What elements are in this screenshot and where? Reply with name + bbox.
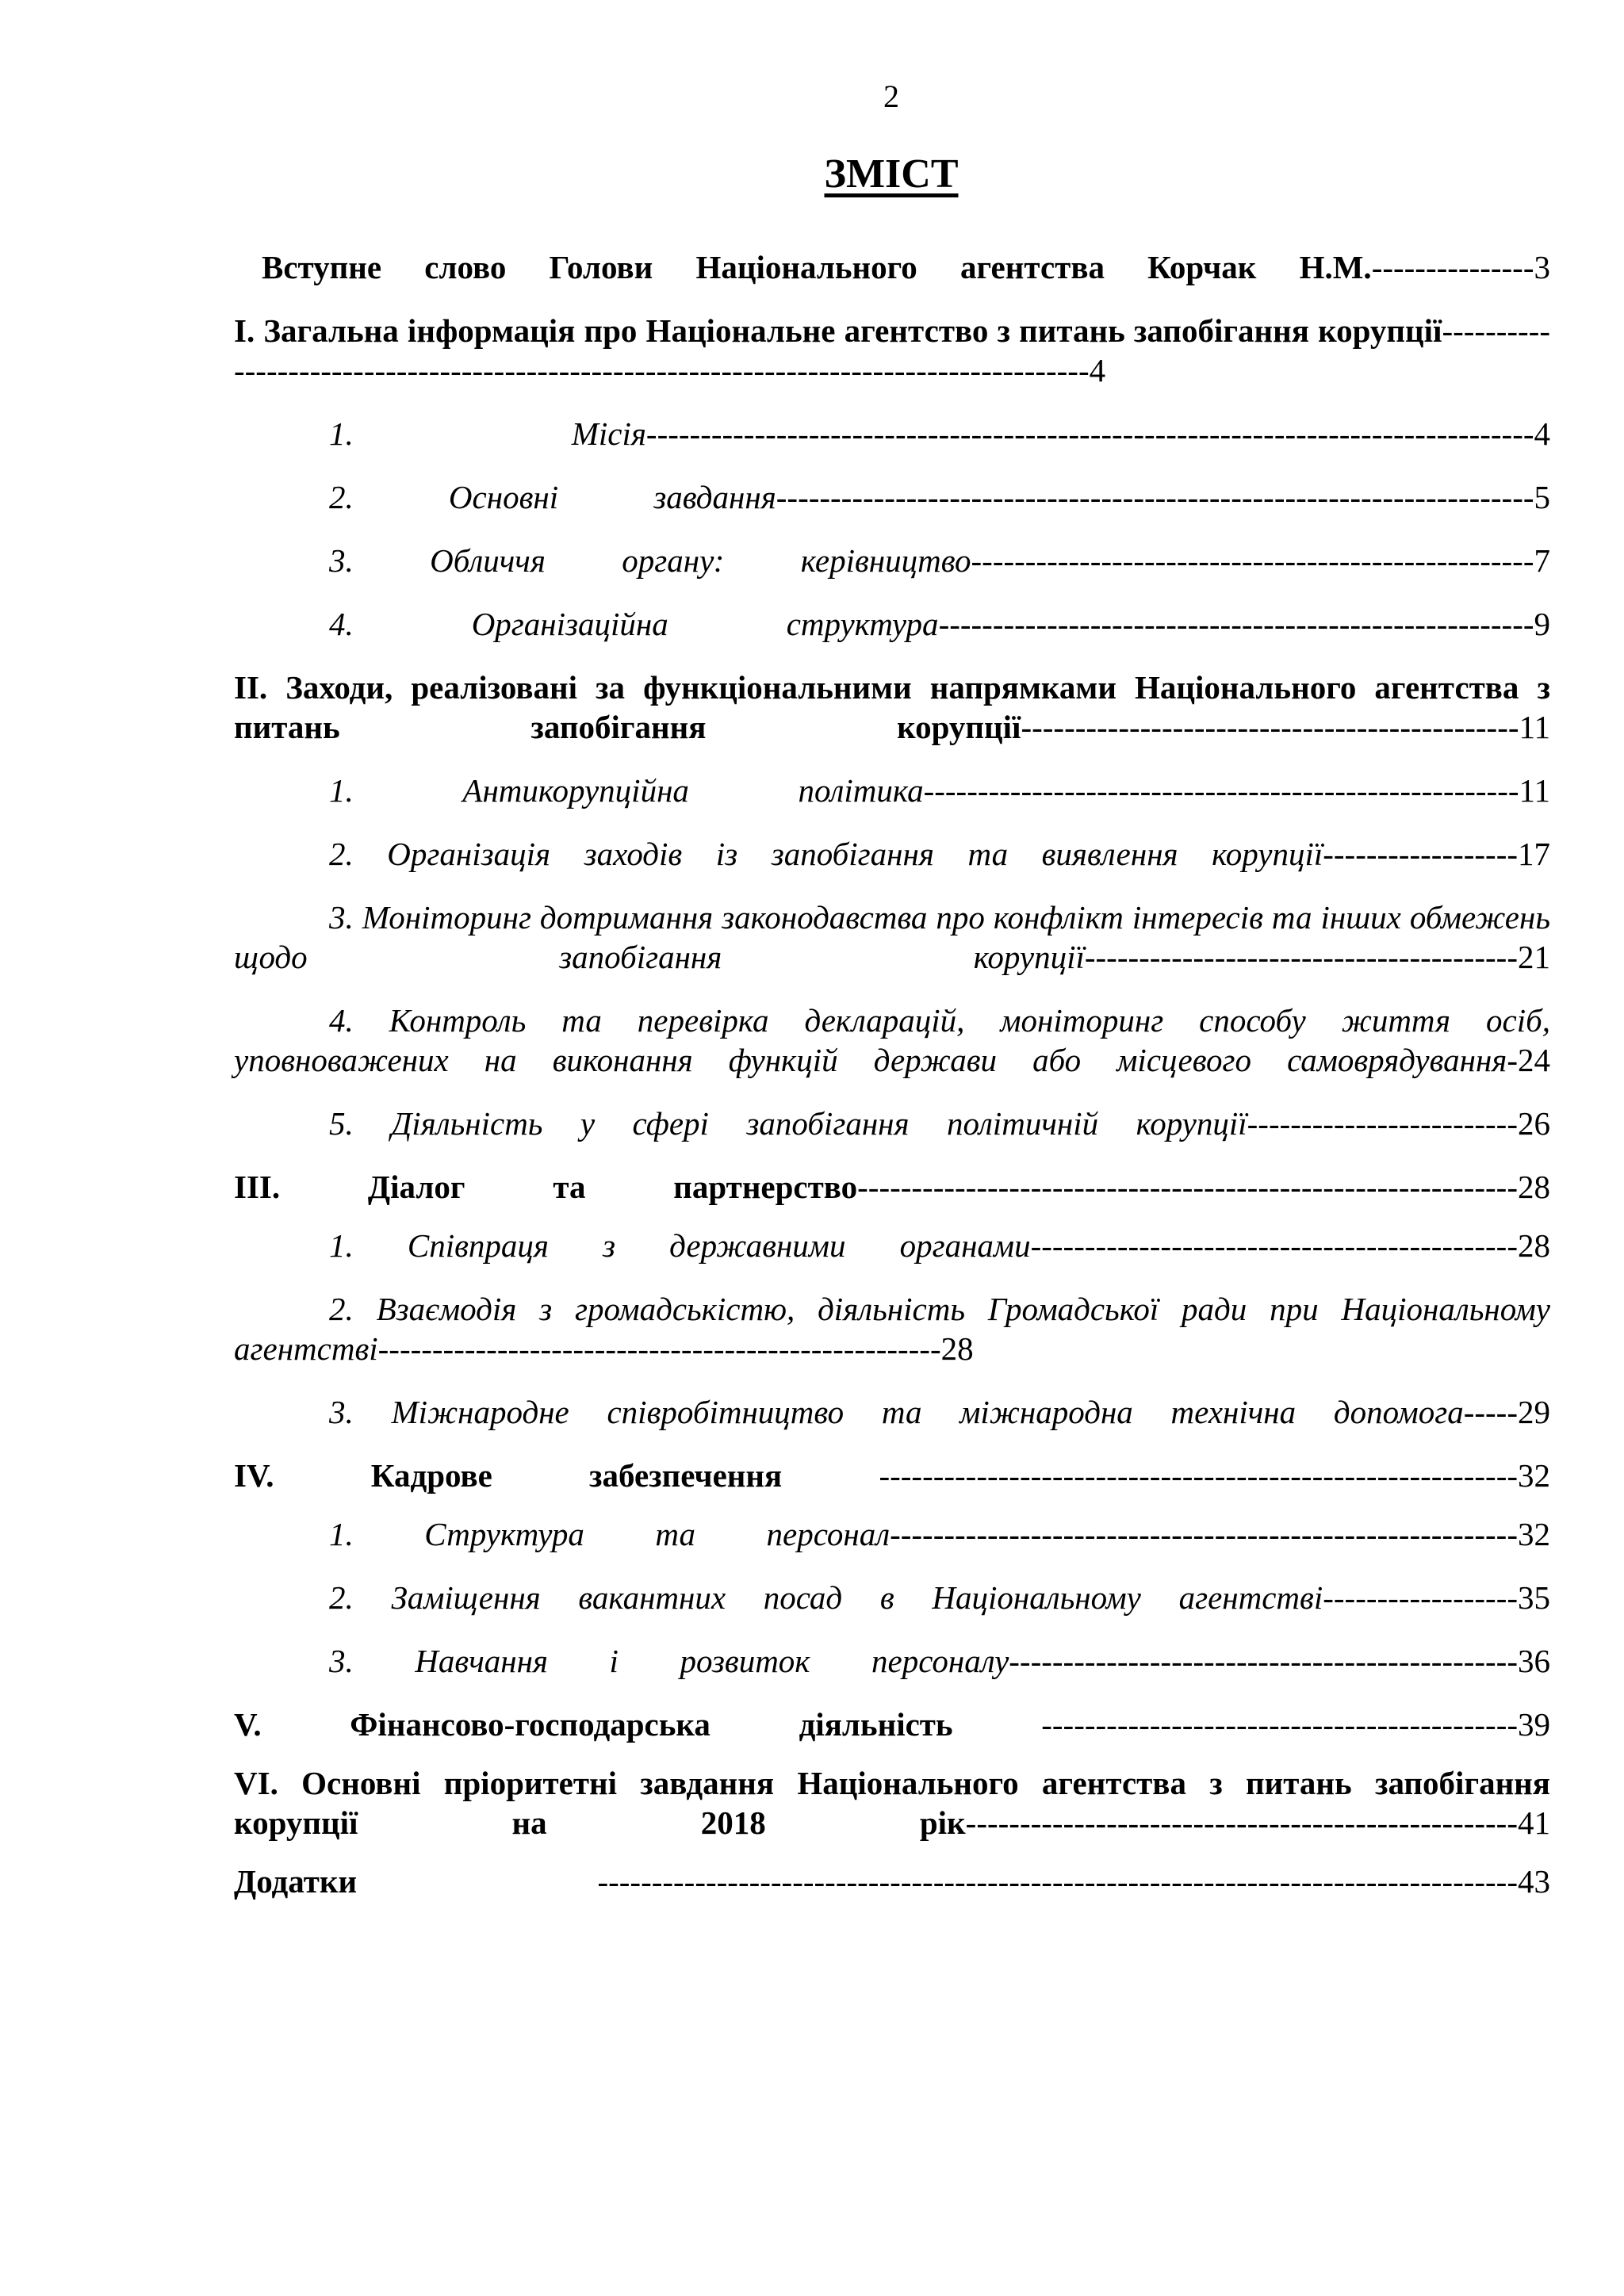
toc-entry-2-4[interactable] (234, 1001, 1550, 1080)
table-of-contents (234, 247, 1550, 1920)
toc-entry-3-3[interactable] (234, 1392, 1550, 1432)
toc-leader: --------------------------------------------------- (965, 1804, 1518, 1841)
toc-page-number: 11 (1519, 709, 1550, 745)
page-number: 2 (883, 78, 899, 114)
toc-entry-1-3[interactable] (234, 541, 1550, 580)
toc-page-number: 4 (1089, 352, 1106, 388)
toc-entry-4-1[interactable] (234, 1514, 1550, 1554)
toc-page-number: 41 (1518, 1804, 1550, 1841)
toc-entry-text: Додатки (234, 1863, 598, 1900)
toc-page-number: 11 (1519, 772, 1550, 809)
toc-page-number: 29 (1518, 1394, 1550, 1430)
toc-leader: ----- (1463, 1394, 1518, 1430)
toc-leader: -------------------------------------------- (1041, 1706, 1518, 1743)
toc-entry-text: 4. Контроль та перевірка декларацій, моніторинг способу життя осіб, уповноважених на виконання функцій держави або місцевого самоврядування (234, 1002, 1550, 1078)
toc-entry-text: 1. Місія (329, 415, 646, 452)
toc-leader: ------------------ (1323, 836, 1518, 872)
toc-entry-text: І. Загальна інформація про Національне агентство з питань запобігання корупції (234, 312, 1442, 349)
toc-page-number: 28 (1518, 1227, 1550, 1264)
toc-entry-text: 3. Навчання і розвиток персоналу (329, 1643, 1009, 1679)
toc-entry-text: 2. Заміщення вакантних посад в Національному агентстві (329, 1579, 1323, 1616)
toc-entry-section-2[interactable] (234, 668, 1550, 747)
toc-title: ЗМІСТ (824, 151, 959, 197)
toc-entry-text: 3. Обличчя органу: керівництво (329, 542, 971, 579)
toc-entry-section-1[interactable] (234, 311, 1550, 390)
toc-leader: ------------------------- (1247, 1105, 1518, 1142)
toc-entry-2-2[interactable] (234, 834, 1550, 874)
toc-entry-text: 2. Організація заходів із запобігання та виявлення корупції (329, 836, 1323, 872)
toc-entry-text: 3. Міжнародне співробітництво та міжнародна технічна допомога (329, 1394, 1464, 1430)
toc-entry-1-2[interactable] (234, 477, 1550, 517)
toc-page-number: 3 (1534, 249, 1550, 285)
toc-leader: ----------------------------------------------- (1009, 1643, 1518, 1679)
toc-leader: ------------------------------------------------------------------------------------- (597, 1863, 1518, 1900)
toc-leader: - (1507, 1042, 1518, 1078)
toc-page-number: 21 (1518, 939, 1550, 975)
toc-leader: ---------------------------------------------- (1021, 709, 1519, 745)
toc-leader: ------------------ (1323, 1579, 1518, 1616)
toc-leader: ------------------------------------------------------- (923, 772, 1519, 809)
toc-entry-3-1[interactable] (234, 1226, 1550, 1265)
toc-page-number: 32 (1518, 1457, 1550, 1494)
toc-page-number: 28 (940, 1330, 974, 1367)
toc-leader: ---------------------------------------------------- (377, 1330, 941, 1367)
toc-entry-text: 2. Взаємодія з громадськістю, діяльність Громадської ради при Національному агентстві (234, 1291, 1550, 1367)
toc-page-number: 7 (1534, 542, 1550, 579)
toc-page-number: 17 (1518, 836, 1550, 872)
toc-entry-intro[interactable] (234, 247, 1550, 287)
toc-entry-text: IV. Кадрове забезпечення (234, 1457, 879, 1494)
toc-page-number: 9 (1534, 606, 1550, 642)
toc-page-number: 5 (1534, 479, 1550, 515)
toc-entry-text: ІІ. Заходи, реалізовані за функціональними напрямками Національного агентства з питань запобігання корупції (234, 669, 1550, 745)
toc-leader: ----------------------------------------------------------- (879, 1457, 1518, 1494)
toc-entry-text: 5. Діяльність у сфері запобігання політичній корупції (329, 1105, 1247, 1142)
toc-leader: ---------------------------------------------------------------------------------- (645, 415, 1534, 452)
toc-page-number: 28 (1518, 1169, 1550, 1205)
toc-entry-1-4[interactable] (234, 604, 1550, 644)
toc-leader: --------------- (1371, 249, 1534, 285)
toc-leader: ---------------------------------------- (1084, 939, 1518, 975)
toc-entry-text: ІІІ. Діалог та партнерство (234, 1169, 858, 1205)
toc-entry-text: 1. Співпраця з державними органами (329, 1227, 1031, 1264)
toc-entry-text: 2. Основні завдання (329, 479, 776, 515)
toc-entry-section-6[interactable] (234, 1763, 1550, 1843)
toc-page-number: 39 (1518, 1706, 1550, 1743)
toc-page-number: 26 (1518, 1105, 1550, 1142)
toc-entry-2-1[interactable] (234, 771, 1550, 810)
toc-entry-section-4[interactable] (234, 1456, 1550, 1495)
toc-entry-text: 1. Структура та персонал (329, 1516, 891, 1552)
toc-page-number: 24 (1518, 1042, 1550, 1078)
toc-entry-3-2[interactable] (234, 1289, 1550, 1368)
toc-entry-section-5[interactable] (234, 1705, 1550, 1744)
toc-entry-text: 4. Організаційна структура (329, 606, 939, 642)
toc-leader: ------------------------------------------------------------- (857, 1169, 1518, 1205)
toc-entry-4-3[interactable] (234, 1641, 1550, 1681)
toc-entry-2-3[interactable] (234, 897, 1550, 977)
toc-leader: ------------------------------------------------------- (938, 606, 1534, 642)
toc-entry-text: V. Фінансово-господарська діяльність (234, 1706, 1042, 1743)
toc-page-number: 32 (1518, 1516, 1550, 1552)
toc-leader: ----------------------------------------------------------------------------------------- (234, 312, 1550, 388)
toc-entry-text: 3. Моніторинг дотримання законодавства про конфлікт інтересів та інших обмежень щодо запобігання корупції (234, 899, 1550, 975)
toc-entry-appendices[interactable] (234, 1862, 1550, 1901)
toc-page-number: 36 (1518, 1643, 1550, 1679)
toc-page-number: 35 (1518, 1579, 1550, 1616)
toc-entry-text: VI. Основні пріоритетні завдання Національного агентства з питань запобігання корупції на 2018 рік (234, 1765, 1550, 1841)
toc-leader: ---------------------------------------------------------------------- (776, 479, 1534, 515)
toc-entry-2-5[interactable] (234, 1104, 1550, 1143)
toc-page-number: 43 (1518, 1863, 1550, 1900)
toc-leader: ---------------------------------------------------- (971, 542, 1534, 579)
toc-entry-4-2[interactable] (234, 1578, 1550, 1617)
toc-leader: ---------------------------------------------------------- (890, 1516, 1518, 1552)
toc-entry-text: 1. Антикорупційна політика (329, 772, 924, 809)
toc-entry-1-1[interactable] (234, 414, 1550, 453)
toc-entry-section-3[interactable] (234, 1167, 1550, 1207)
toc-page-number: 4 (1534, 415, 1550, 452)
toc-entry-text: Вступне слово Голови Національного агентства Корчак Н.М. (262, 249, 1372, 285)
toc-leader: --------------------------------------------- (1030, 1227, 1518, 1264)
